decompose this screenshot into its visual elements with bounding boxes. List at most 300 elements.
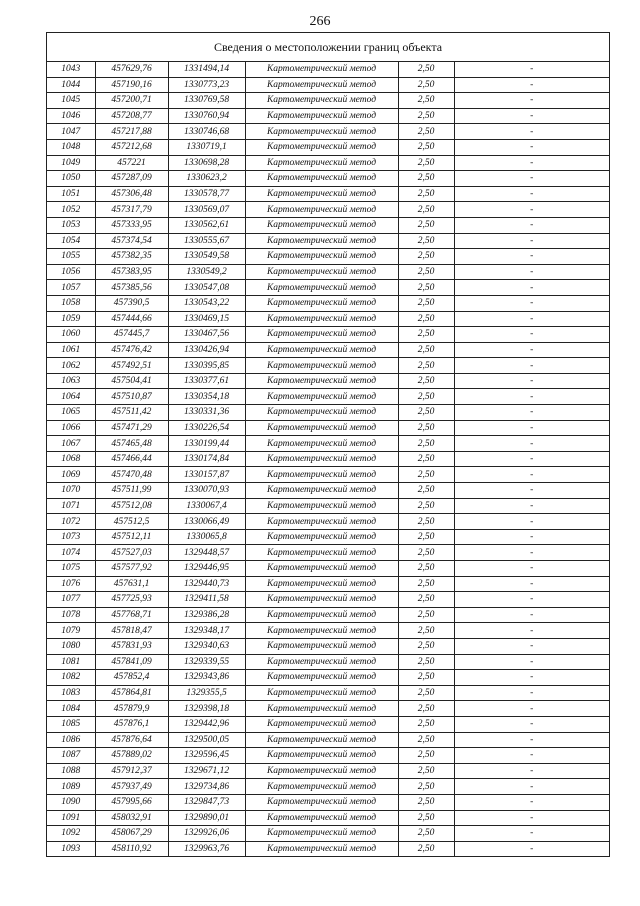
y-coordinate-cell: 1330157,87 bbox=[168, 467, 245, 483]
accuracy-cell: 2,50 bbox=[398, 701, 454, 717]
accuracy-cell: 2,50 bbox=[398, 186, 454, 202]
method-cell: Картометрический метод bbox=[245, 529, 398, 545]
y-coordinate-cell: 1329500,05 bbox=[168, 732, 245, 748]
table-row bbox=[47, 748, 609, 764]
note-cell: - bbox=[454, 249, 609, 265]
y-coordinate-cell: 1329440,73 bbox=[168, 576, 245, 592]
method-cell: Картометрический метод bbox=[245, 295, 398, 311]
y-coordinate-cell: 1329398,18 bbox=[168, 701, 245, 717]
point-number-cell: 1076 bbox=[47, 576, 95, 592]
table-row bbox=[47, 654, 609, 670]
accuracy-cell: 2,50 bbox=[398, 467, 454, 483]
note-cell: - bbox=[454, 139, 609, 155]
y-coordinate-cell: 1330543,22 bbox=[168, 295, 245, 311]
note-cell: - bbox=[454, 623, 609, 639]
x-coordinate-cell: 457818,47 bbox=[95, 623, 168, 639]
coordinates-grid bbox=[47, 62, 609, 856]
note-cell: - bbox=[454, 576, 609, 592]
method-cell: Картометрический метод bbox=[245, 794, 398, 810]
point-number-cell: 1062 bbox=[47, 358, 95, 374]
method-cell: Картометрический метод bbox=[245, 670, 398, 686]
note-cell: - bbox=[454, 405, 609, 421]
y-coordinate-cell: 1329890,01 bbox=[168, 810, 245, 826]
y-coordinate-cell: 1330623,2 bbox=[168, 171, 245, 187]
y-coordinate-cell: 1329847,73 bbox=[168, 794, 245, 810]
method-cell: Картометрический метод bbox=[245, 186, 398, 202]
note-cell: - bbox=[454, 327, 609, 343]
accuracy-cell: 2,50 bbox=[398, 358, 454, 374]
point-number-cell: 1056 bbox=[47, 264, 95, 280]
x-coordinate-cell: 457374,54 bbox=[95, 233, 168, 249]
method-cell: Картометрический метод bbox=[245, 545, 398, 561]
accuracy-cell: 2,50 bbox=[398, 217, 454, 233]
note-cell: - bbox=[454, 716, 609, 732]
method-cell: Картометрический метод bbox=[245, 654, 398, 670]
note-cell: - bbox=[454, 514, 609, 530]
x-coordinate-cell: 457333,95 bbox=[95, 217, 168, 233]
table-row bbox=[47, 311, 609, 327]
y-coordinate-cell: 1329386,28 bbox=[168, 607, 245, 623]
method-cell: Картометрический метод bbox=[245, 217, 398, 233]
point-number-cell: 1083 bbox=[47, 685, 95, 701]
y-coordinate-cell: 1330562,61 bbox=[168, 217, 245, 233]
y-coordinate-cell: 1330719,1 bbox=[168, 139, 245, 155]
x-coordinate-cell: 458032,91 bbox=[95, 810, 168, 826]
table-row bbox=[47, 498, 609, 514]
note-cell: - bbox=[454, 373, 609, 389]
note-cell: - bbox=[454, 794, 609, 810]
table-row bbox=[47, 716, 609, 732]
accuracy-cell: 2,50 bbox=[398, 841, 454, 856]
table-row bbox=[47, 358, 609, 374]
accuracy-cell: 2,50 bbox=[398, 810, 454, 826]
method-cell: Картометрический метод bbox=[245, 716, 398, 732]
point-number-cell: 1060 bbox=[47, 327, 95, 343]
note-cell: - bbox=[454, 420, 609, 436]
y-coordinate-cell: 1329963,76 bbox=[168, 841, 245, 856]
y-coordinate-cell: 1329446,95 bbox=[168, 561, 245, 577]
x-coordinate-cell: 457768,71 bbox=[95, 607, 168, 623]
x-coordinate-cell: 457190,16 bbox=[95, 77, 168, 93]
method-cell: Картометрический метод bbox=[245, 62, 398, 77]
x-coordinate-cell: 457317,79 bbox=[95, 202, 168, 218]
method-cell: Картометрический метод bbox=[245, 436, 398, 452]
note-cell: - bbox=[454, 155, 609, 171]
x-coordinate-cell: 457504,41 bbox=[95, 373, 168, 389]
y-coordinate-cell: 1329355,5 bbox=[168, 685, 245, 701]
point-number-cell: 1049 bbox=[47, 155, 95, 171]
table-row bbox=[47, 202, 609, 218]
accuracy-cell: 2,50 bbox=[398, 576, 454, 592]
y-coordinate-cell: 1330469,15 bbox=[168, 311, 245, 327]
y-coordinate-cell: 1330467,56 bbox=[168, 327, 245, 343]
x-coordinate-cell: 457831,93 bbox=[95, 638, 168, 654]
point-number-cell: 1063 bbox=[47, 373, 95, 389]
x-coordinate-cell: 457512,08 bbox=[95, 498, 168, 514]
note-cell: - bbox=[454, 233, 609, 249]
y-coordinate-cell: 1330569,07 bbox=[168, 202, 245, 218]
x-coordinate-cell: 457465,48 bbox=[95, 436, 168, 452]
y-coordinate-cell: 1330331,36 bbox=[168, 405, 245, 421]
accuracy-cell: 2,50 bbox=[398, 108, 454, 124]
note-cell: - bbox=[454, 186, 609, 202]
point-number-cell: 1045 bbox=[47, 93, 95, 109]
method-cell: Картометрический метод bbox=[245, 763, 398, 779]
x-coordinate-cell: 457445,7 bbox=[95, 327, 168, 343]
x-coordinate-cell: 457221 bbox=[95, 155, 168, 171]
table-row bbox=[47, 342, 609, 358]
method-cell: Картометрический метод bbox=[245, 810, 398, 826]
table-row bbox=[47, 732, 609, 748]
note-cell: - bbox=[454, 685, 609, 701]
accuracy-cell: 2,50 bbox=[398, 685, 454, 701]
point-number-cell: 1068 bbox=[47, 451, 95, 467]
accuracy-cell: 2,50 bbox=[398, 436, 454, 452]
table-row bbox=[47, 685, 609, 701]
accuracy-cell: 2,50 bbox=[398, 592, 454, 608]
note-cell: - bbox=[454, 732, 609, 748]
point-number-cell: 1069 bbox=[47, 467, 95, 483]
method-cell: Картометрический метод bbox=[245, 685, 398, 701]
x-coordinate-cell: 457217,88 bbox=[95, 124, 168, 140]
table-row bbox=[47, 576, 609, 592]
table-row bbox=[47, 108, 609, 124]
x-coordinate-cell: 457512,11 bbox=[95, 529, 168, 545]
y-coordinate-cell: 1330769,58 bbox=[168, 93, 245, 109]
method-cell: Картометрический метод bbox=[245, 280, 398, 296]
point-number-cell: 1051 bbox=[47, 186, 95, 202]
note-cell: - bbox=[454, 748, 609, 764]
method-cell: Картометрический метод bbox=[245, 748, 398, 764]
method-cell: Картометрический метод bbox=[245, 514, 398, 530]
table-row bbox=[47, 545, 609, 561]
method-cell: Картометрический метод bbox=[245, 77, 398, 93]
method-cell: Картометрический метод bbox=[245, 249, 398, 265]
method-cell: Картометрический метод bbox=[245, 342, 398, 358]
note-cell: - bbox=[454, 62, 609, 77]
table-row bbox=[47, 295, 609, 311]
table-row bbox=[47, 280, 609, 296]
point-number-cell: 1053 bbox=[47, 217, 95, 233]
table-row bbox=[47, 763, 609, 779]
table-row bbox=[47, 779, 609, 795]
method-cell: Картометрический метод bbox=[245, 139, 398, 155]
y-coordinate-cell: 1330066,49 bbox=[168, 514, 245, 530]
table-row bbox=[47, 217, 609, 233]
y-coordinate-cell: 1330426,94 bbox=[168, 342, 245, 358]
point-number-cell: 1078 bbox=[47, 607, 95, 623]
accuracy-cell: 2,50 bbox=[398, 93, 454, 109]
accuracy-cell: 2,50 bbox=[398, 716, 454, 732]
note-cell: - bbox=[454, 810, 609, 826]
y-coordinate-cell: 1330698,28 bbox=[168, 155, 245, 171]
y-coordinate-cell: 1330549,2 bbox=[168, 264, 245, 280]
accuracy-cell: 2,50 bbox=[398, 171, 454, 187]
table-row bbox=[47, 592, 609, 608]
y-coordinate-cell: 1329926,06 bbox=[168, 826, 245, 842]
y-coordinate-cell: 1331494,14 bbox=[168, 62, 245, 77]
y-coordinate-cell: 1329442,96 bbox=[168, 716, 245, 732]
x-coordinate-cell: 457889,02 bbox=[95, 748, 168, 764]
method-cell: Картометрический метод bbox=[245, 638, 398, 654]
accuracy-cell: 2,50 bbox=[398, 327, 454, 343]
accuracy-cell: 2,50 bbox=[398, 420, 454, 436]
point-number-cell: 1055 bbox=[47, 249, 95, 265]
point-number-cell: 1089 bbox=[47, 779, 95, 795]
method-cell: Картометрический метод bbox=[245, 202, 398, 218]
method-cell: Картометрический метод bbox=[245, 124, 398, 140]
point-number-cell: 1077 bbox=[47, 592, 95, 608]
table-row bbox=[47, 794, 609, 810]
point-number-cell: 1087 bbox=[47, 748, 95, 764]
note-cell: - bbox=[454, 311, 609, 327]
table-row bbox=[47, 436, 609, 452]
point-number-cell: 1084 bbox=[47, 701, 95, 717]
boundary-coordinates-table bbox=[46, 32, 610, 857]
point-number-cell: 1059 bbox=[47, 311, 95, 327]
method-cell: Картометрический метод bbox=[245, 264, 398, 280]
x-coordinate-cell: 457876,1 bbox=[95, 716, 168, 732]
x-coordinate-cell: 457577,92 bbox=[95, 561, 168, 577]
y-coordinate-cell: 1329348,17 bbox=[168, 623, 245, 639]
method-cell: Картометрический метод bbox=[245, 420, 398, 436]
note-cell: - bbox=[454, 467, 609, 483]
note-cell: - bbox=[454, 93, 609, 109]
point-number-cell: 1064 bbox=[47, 389, 95, 405]
method-cell: Картометрический метод bbox=[245, 389, 398, 405]
table-row bbox=[47, 638, 609, 654]
table-row bbox=[47, 561, 609, 577]
point-number-cell: 1093 bbox=[47, 841, 95, 856]
x-coordinate-cell: 458067,29 bbox=[95, 826, 168, 842]
table-row bbox=[47, 389, 609, 405]
y-coordinate-cell: 1330549,58 bbox=[168, 249, 245, 265]
x-coordinate-cell: 457527,03 bbox=[95, 545, 168, 561]
point-number-cell: 1081 bbox=[47, 654, 95, 670]
point-number-cell: 1050 bbox=[47, 171, 95, 187]
table-row bbox=[47, 623, 609, 639]
point-number-cell: 1075 bbox=[47, 561, 95, 577]
method-cell: Картометрический метод bbox=[245, 483, 398, 499]
table-row bbox=[47, 233, 609, 249]
method-cell: Картометрический метод bbox=[245, 592, 398, 608]
method-cell: Картометрический метод bbox=[245, 358, 398, 374]
method-cell: Картометрический метод bbox=[245, 841, 398, 856]
point-number-cell: 1086 bbox=[47, 732, 95, 748]
point-number-cell: 1067 bbox=[47, 436, 95, 452]
point-number-cell: 1061 bbox=[47, 342, 95, 358]
note-cell: - bbox=[530, 843, 534, 854]
y-coordinate-cell: 1329596,45 bbox=[168, 748, 245, 764]
point-number-cell: 1047 bbox=[47, 124, 95, 140]
note-cell: - bbox=[454, 217, 609, 233]
table-row bbox=[47, 841, 609, 856]
note-cell: - bbox=[454, 779, 609, 795]
table-row bbox=[47, 670, 609, 686]
note-cell: - bbox=[454, 77, 609, 93]
table-row bbox=[47, 451, 609, 467]
accuracy-cell: 2,50 bbox=[398, 451, 454, 467]
x-coordinate-cell: 457470,48 bbox=[95, 467, 168, 483]
table-row bbox=[47, 701, 609, 717]
x-coordinate-cell: 457476,42 bbox=[95, 342, 168, 358]
point-number-cell: 1071 bbox=[47, 498, 95, 514]
point-number-cell: 1092 bbox=[47, 826, 95, 842]
accuracy-cell: 2,50 bbox=[398, 514, 454, 530]
point-number-cell: 1066 bbox=[47, 420, 95, 436]
y-coordinate-cell: 1330199,44 bbox=[168, 436, 245, 452]
method-cell: Картометрический метод bbox=[245, 701, 398, 717]
point-number-cell: 1072 bbox=[47, 514, 95, 530]
x-coordinate-cell: 457200,71 bbox=[95, 93, 168, 109]
point-number-cell: 1091 bbox=[47, 810, 95, 826]
x-coordinate-cell: 457383,95 bbox=[95, 264, 168, 280]
note-cell: - bbox=[454, 529, 609, 545]
method-cell: Картометрический метод bbox=[245, 779, 398, 795]
accuracy-cell: 2,50 bbox=[398, 264, 454, 280]
method-cell: Картометрический метод bbox=[245, 405, 398, 421]
method-cell: Картометрический метод bbox=[245, 498, 398, 514]
table-row bbox=[47, 186, 609, 202]
accuracy-cell: 2,50 bbox=[398, 826, 454, 842]
point-number-cell: 1090 bbox=[47, 794, 95, 810]
accuracy-cell: 2,50 bbox=[398, 561, 454, 577]
method-cell: Картометрический метод bbox=[245, 451, 398, 467]
method-cell: Картометрический метод bbox=[245, 467, 398, 483]
note-cell: - bbox=[454, 826, 609, 842]
method-cell: Картометрический метод bbox=[245, 233, 398, 249]
accuracy-cell: 2,50 bbox=[398, 623, 454, 639]
note-cell: - bbox=[454, 108, 609, 124]
accuracy-cell: 2,50 bbox=[398, 529, 454, 545]
x-coordinate-cell: 457864,81 bbox=[95, 685, 168, 701]
note-cell: - bbox=[454, 654, 609, 670]
x-coordinate-cell: 457471,29 bbox=[95, 420, 168, 436]
point-number-cell: 1048 bbox=[47, 139, 95, 155]
page-number: 266 bbox=[309, 14, 331, 29]
note-cell: - bbox=[454, 124, 609, 140]
table-row bbox=[47, 93, 609, 109]
point-number-cell: 1082 bbox=[47, 670, 95, 686]
x-coordinate-cell: 457306,48 bbox=[95, 186, 168, 202]
x-coordinate-cell: 457876,64 bbox=[95, 732, 168, 748]
accuracy-cell: 2,50 bbox=[398, 139, 454, 155]
accuracy-cell: 2,50 bbox=[398, 155, 454, 171]
method-cell: Картометрический метод bbox=[245, 576, 398, 592]
accuracy-cell: 2,50 bbox=[398, 77, 454, 93]
x-coordinate-cell: 457912,37 bbox=[95, 763, 168, 779]
x-coordinate-cell: 457879,9 bbox=[95, 701, 168, 717]
point-number-cell: 1043 bbox=[47, 62, 95, 77]
x-coordinate-cell: 457631,1 bbox=[95, 576, 168, 592]
method-cell: Картометрический метод bbox=[245, 732, 398, 748]
y-coordinate-cell: 1330555,67 bbox=[168, 233, 245, 249]
y-coordinate-cell: 1330578,77 bbox=[168, 186, 245, 202]
accuracy-cell: 2,50 bbox=[398, 498, 454, 514]
x-coordinate-cell: 458110,92 bbox=[95, 841, 168, 856]
x-coordinate-cell: 457510,87 bbox=[95, 389, 168, 405]
table-row bbox=[47, 327, 609, 343]
point-number-cell: 1044 bbox=[47, 77, 95, 93]
y-coordinate-cell: 1330067,4 bbox=[168, 498, 245, 514]
accuracy-cell: 2,50 bbox=[398, 794, 454, 810]
method-cell: Картометрический метод bbox=[245, 373, 398, 389]
method-cell: Картометрический метод bbox=[245, 155, 398, 171]
note-cell: - bbox=[454, 342, 609, 358]
method-cell: Картометрический метод bbox=[245, 561, 398, 577]
note-cell: - bbox=[454, 171, 609, 187]
y-coordinate-cell: 1329339,55 bbox=[168, 654, 245, 670]
note-cell: - bbox=[454, 592, 609, 608]
accuracy-cell: 2,50 bbox=[398, 233, 454, 249]
point-number-cell: 1046 bbox=[47, 108, 95, 124]
point-number-cell: 1065 bbox=[47, 405, 95, 421]
note-cell: - bbox=[454, 389, 609, 405]
table-row bbox=[47, 529, 609, 545]
accuracy-cell: 2,50 bbox=[398, 202, 454, 218]
y-coordinate-cell: 1329343,86 bbox=[168, 670, 245, 686]
note-cell: - bbox=[454, 561, 609, 577]
accuracy-cell: 2,50 bbox=[398, 62, 454, 77]
note-cell: - bbox=[454, 498, 609, 514]
note-cell: - bbox=[454, 436, 609, 452]
y-coordinate-cell: 1330547,08 bbox=[168, 280, 245, 296]
table-row bbox=[47, 483, 609, 499]
point-number-cell: 1058 bbox=[47, 295, 95, 311]
accuracy-cell: 2,50 bbox=[398, 280, 454, 296]
note-cell: - bbox=[454, 607, 609, 623]
y-coordinate-cell: 1329671,12 bbox=[168, 763, 245, 779]
x-coordinate-cell: 457841,09 bbox=[95, 654, 168, 670]
method-cell: Картометрический метод bbox=[245, 171, 398, 187]
x-coordinate-cell: 457287,09 bbox=[95, 171, 168, 187]
table-row bbox=[47, 62, 609, 77]
note-cell: - bbox=[454, 701, 609, 717]
table-row bbox=[47, 514, 609, 530]
x-coordinate-cell: 457629,76 bbox=[95, 62, 168, 77]
accuracy-cell: 2,50 bbox=[398, 638, 454, 654]
point-number-cell: 1079 bbox=[47, 623, 95, 639]
accuracy-cell: 2,50 bbox=[398, 373, 454, 389]
x-coordinate-cell: 457390,5 bbox=[95, 295, 168, 311]
method-cell: Картометрический метод bbox=[245, 623, 398, 639]
table-row bbox=[47, 249, 609, 265]
section-title: Сведения о местоположении границ объекта bbox=[47, 33, 609, 62]
y-coordinate-cell: 1329734,86 bbox=[168, 779, 245, 795]
x-coordinate-cell: 457466,44 bbox=[95, 451, 168, 467]
note-cell: - bbox=[454, 295, 609, 311]
x-coordinate-cell: 457511,99 bbox=[95, 483, 168, 499]
x-coordinate-cell: 457937,49 bbox=[95, 779, 168, 795]
method-cell: Картометрический метод bbox=[245, 311, 398, 327]
table-row bbox=[47, 155, 609, 171]
accuracy-cell: 2,50 bbox=[398, 483, 454, 499]
y-coordinate-cell: 1330773,23 bbox=[168, 77, 245, 93]
method-cell: Картометрический метод bbox=[245, 93, 398, 109]
y-coordinate-cell: 1329411,58 bbox=[168, 592, 245, 608]
y-coordinate-cell: 1330746,68 bbox=[168, 124, 245, 140]
accuracy-cell: 2,50 bbox=[398, 654, 454, 670]
x-coordinate-cell: 457511,42 bbox=[95, 405, 168, 421]
table-row bbox=[47, 405, 609, 421]
accuracy-cell: 2,50 bbox=[398, 124, 454, 140]
point-number-cell: 1085 bbox=[47, 716, 95, 732]
table-row bbox=[47, 420, 609, 436]
note-cell: - bbox=[454, 451, 609, 467]
point-number-cell: 1088 bbox=[47, 763, 95, 779]
accuracy-cell: 2,50 bbox=[398, 732, 454, 748]
note-cell: - bbox=[454, 483, 609, 499]
